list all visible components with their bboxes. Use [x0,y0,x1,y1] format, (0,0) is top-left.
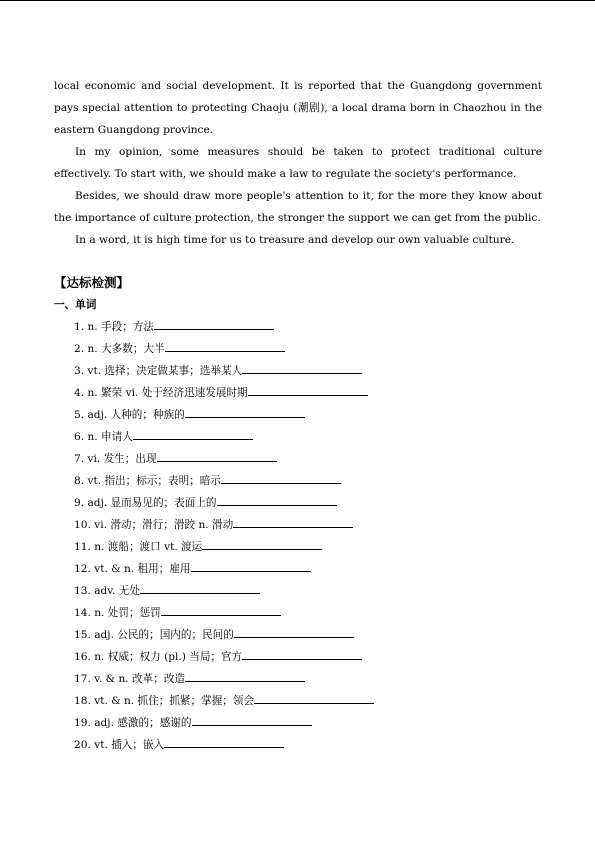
vocab-item-label: 1. n. 手段；方法 [74,321,155,333]
answer-blank[interactable] [248,383,368,396]
vocab-item [74,712,542,734]
vocab-item-label: 20. vt. 插入；嵌入 [74,739,165,751]
answer-blank[interactable] [157,449,277,462]
answer-blank[interactable] [202,537,322,550]
answer-blank[interactable] [234,625,354,638]
vocab-item-label: 7. vi. 发生；出现 [74,453,157,465]
vocab-item [74,492,542,514]
vocab-item-label: 19. adj. 感激的；感谢的 [74,717,192,729]
vocab-item [74,624,542,646]
answer-blank[interactable] [140,581,260,594]
vocab-item-label: 5. adj. 人种的；种族的 [74,409,185,421]
vocab-item [74,426,542,448]
vocab-item [74,558,542,580]
passage [54,75,542,251]
vocab-item [74,338,542,360]
vocab-item [74,404,542,426]
answer-blank[interactable] [242,647,362,660]
vocab-item [74,580,542,602]
answer-blank[interactable] [133,427,253,440]
vocab-list [54,316,542,756]
document-page [54,75,542,756]
vocab-item-label: 6. n. 申请人 [74,431,133,443]
vocab-item-label: 11. n. 渡船；渡口 vt. 渡运 [74,541,203,553]
vocab-item-label: 8. vt. 指出；标示；表明；暗示 [74,475,221,487]
vocab-item [74,690,542,712]
answer-blank[interactable] [164,735,284,748]
section-title: 【达标检测】 [54,275,130,290]
answer-blank[interactable] [242,361,362,374]
answer-blank[interactable] [165,339,285,352]
vocab-item-label: 13. adv. 无处 [74,585,140,597]
section-subtitle: 一、单词 [54,299,97,311]
vocab-item-label: 4. n. 繁荣 vi. 处于经济迅速发展时期 [74,387,248,399]
vocab-item-label: 14. n. 处罚；惩罚 [74,607,161,619]
vocab-item-label: 16. n. 权威；权力 (pl.) 当局；官方 [74,651,243,663]
vocab-item [74,470,542,492]
vocab-item [74,668,542,690]
vocab-item [74,602,542,624]
vocab-item-label: 12. vt. & n. 租用；雇用 [74,563,191,575]
vocab-item [74,646,542,668]
vocab-item-label: 2. n. 大多数；大半 [74,343,165,355]
vocab-item [74,316,542,338]
answer-blank[interactable] [154,317,274,330]
vocab-item-label: 18. vt. & n. 抓住；抓紧；掌握；领会 [74,695,255,707]
passage-paragraph-2: In my opinion, some measures should be taken to protect traditional culture effectively. To start with, we should make a law to regulate the society's performance. [54,146,542,180]
passage-paragraph-3: Besides, we should draw more people's attention to it, for the more they know about the importance of culture protection, the stronger the support we can get from the public. [54,190,542,224]
answer-blank[interactable] [192,713,312,726]
vocab-item-label: 9. adj. 显而易见的；表面上的 [74,497,217,509]
answer-blank[interactable] [221,471,341,484]
vocab-item-label: 3. vt. 选择；决定做某事；选举某人 [74,365,243,377]
passage-paragraph-1: local economic and social development. It is reported that the Guangdong government pays special attention to protecting Chaoju (潮剧), a local drama born in Chaozhou in the eastern Guangdong province. [54,80,542,136]
answer-blank[interactable] [233,515,353,528]
top-border-line [0,0,595,1]
vocab-item-label: 10. vi. 滑动；滑行；滑跤 n. 滑动 [74,519,234,531]
vocab-item [74,734,542,756]
answer-blank[interactable] [191,559,311,572]
vocab-item [74,360,542,382]
vocab-item-label: 15. adj. 公民的；国内的；民间的 [74,629,234,641]
vocab-item [74,382,542,404]
passage-paragraph-4: In a word, it is high time for us to treasure and develop our own valuable culture. [75,234,515,246]
vocab-item [74,536,542,558]
answer-blank[interactable] [254,691,374,704]
vocab-item-label: 17. v. & n. 改革；改造 [74,673,186,685]
vocab-item [74,448,542,470]
answer-blank[interactable] [217,493,337,506]
answer-blank[interactable] [161,603,281,616]
vocab-item [74,514,542,536]
answer-blank[interactable] [185,405,305,418]
answer-blank[interactable] [185,669,305,682]
